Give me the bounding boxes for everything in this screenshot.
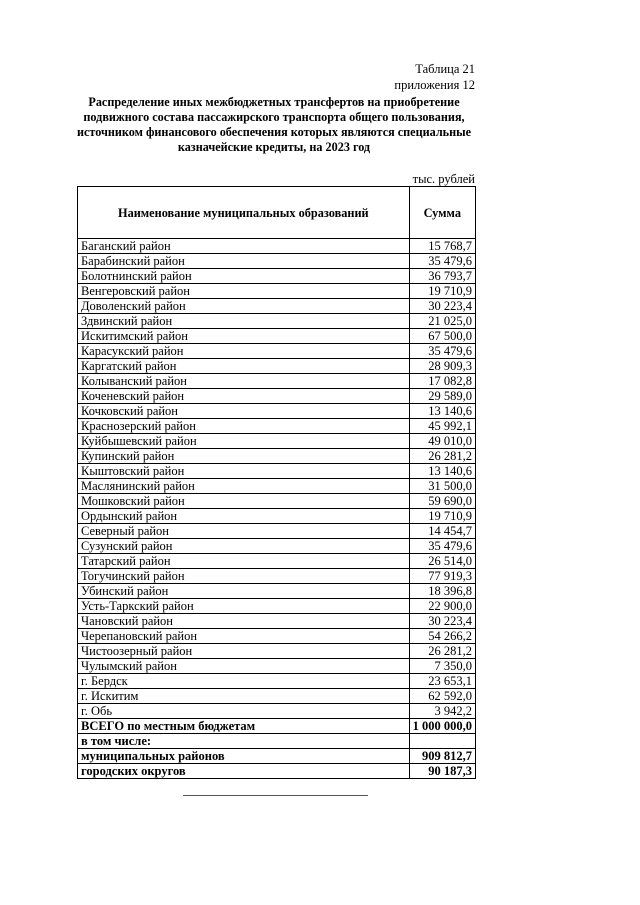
table-number-label: Таблица 21 — [415, 62, 475, 76]
cell-name: г. Обь — [78, 704, 410, 719]
column-header-amount: Сумма — [409, 187, 475, 239]
cell-name: ВСЕГО по местным бюджетам — [78, 719, 410, 734]
table-row — [78, 389, 476, 404]
cell-amount: 49 010,0 — [409, 434, 475, 449]
cell-amount: 14 454,7 — [409, 524, 475, 539]
cell-amount: 35 479,6 — [409, 539, 475, 554]
cell-name: Каргатский район — [78, 359, 410, 374]
cell-name: г. Искитим — [78, 689, 410, 704]
table-row — [78, 299, 476, 314]
cell-name: Барабинский район — [78, 254, 410, 269]
cell-amount: 26 281,2 — [409, 449, 475, 464]
cell-name: Северный район — [78, 524, 410, 539]
cell-amount: 62 592,0 — [409, 689, 475, 704]
cell-name: Татарский район — [78, 554, 410, 569]
cell-name: г. Бердск — [78, 674, 410, 689]
cell-name: Болотнинский район — [78, 269, 410, 284]
table-row — [78, 689, 476, 704]
cell-name: Сузунский район — [78, 539, 410, 554]
table-row — [78, 404, 476, 419]
cell-amount: 35 479,6 — [409, 344, 475, 359]
cell-amount: 28 909,3 — [409, 359, 475, 374]
table-row — [78, 674, 476, 689]
table-body — [78, 239, 476, 779]
table-row — [78, 284, 476, 299]
table-row — [78, 554, 476, 569]
table-header-row — [78, 187, 476, 239]
units-label: тыс. рублей — [412, 172, 475, 186]
cell-amount: 77 919,3 — [409, 569, 475, 584]
cell-amount: 31 500,0 — [409, 479, 475, 494]
footnote-divider — [183, 795, 368, 796]
cell-name: Маслянинский район — [78, 479, 410, 494]
transfers-table — [77, 186, 476, 779]
cell-amount: 13 140,6 — [409, 464, 475, 479]
cell-name: Мошковский район — [78, 494, 410, 509]
cell-amount: 15 768,7 — [409, 239, 475, 254]
column-header-name: Наименование муниципальных образований — [78, 187, 410, 239]
table-row — [78, 449, 476, 464]
table-row — [78, 749, 476, 764]
cell-amount: 59 690,0 — [409, 494, 475, 509]
cell-name: Доволенский район — [78, 299, 410, 314]
cell-name: Усть-Таркский район — [78, 599, 410, 614]
cell-name: Чановский район — [78, 614, 410, 629]
cell-name: Искитимский район — [78, 329, 410, 344]
table-row — [78, 719, 476, 734]
table-row — [78, 314, 476, 329]
table-row — [78, 629, 476, 644]
cell-amount: 67 500,0 — [409, 329, 475, 344]
cell-name: в том числе: — [78, 734, 410, 749]
cell-name: Тогучинский район — [78, 569, 410, 584]
cell-amount: 13 140,6 — [409, 404, 475, 419]
cell-amount: 26 281,2 — [409, 644, 475, 659]
cell-name: Коченевский район — [78, 389, 410, 404]
table-row — [78, 734, 476, 749]
cell-name: Убинский район — [78, 584, 410, 599]
cell-amount: 19 710,9 — [409, 284, 475, 299]
table-row — [78, 509, 476, 524]
table-row — [78, 599, 476, 614]
table-row — [78, 254, 476, 269]
table-row — [78, 704, 476, 719]
cell-amount: 35 479,6 — [409, 254, 475, 269]
cell-amount: 1 000 000,0 — [409, 719, 475, 734]
cell-name: Чулымский район — [78, 659, 410, 674]
cell-name: Черепановский район — [78, 629, 410, 644]
cell-name: Краснозерский район — [78, 419, 410, 434]
table-row — [78, 419, 476, 434]
cell-amount: 909 812,7 — [409, 749, 475, 764]
cell-amount: 21 025,0 — [409, 314, 475, 329]
table-row — [78, 374, 476, 389]
cell-amount: 45 992,1 — [409, 419, 475, 434]
cell-amount: 54 266,2 — [409, 629, 475, 644]
cell-name: городских округов — [78, 764, 410, 779]
cell-amount: 3 942,2 — [409, 704, 475, 719]
table-row — [78, 644, 476, 659]
cell-name: Куйбышевский район — [78, 434, 410, 449]
table-row — [78, 464, 476, 479]
cell-name: Кыштовский район — [78, 464, 410, 479]
cell-name: Кочковский район — [78, 404, 410, 419]
cell-amount: 18 396,8 — [409, 584, 475, 599]
cell-name: Карасукский район — [78, 344, 410, 359]
table-row — [78, 539, 476, 554]
cell-amount: 19 710,9 — [409, 509, 475, 524]
table-row — [78, 524, 476, 539]
cell-amount: 30 223,4 — [409, 614, 475, 629]
cell-name: Ордынский район — [78, 509, 410, 524]
cell-amount: 36 793,7 — [409, 269, 475, 284]
cell-amount: 23 653,1 — [409, 674, 475, 689]
cell-name: Купинский район — [78, 449, 410, 464]
cell-amount: 30 223,4 — [409, 299, 475, 314]
table-row — [78, 764, 476, 779]
cell-amount — [409, 734, 475, 749]
cell-amount: 90 187,3 — [409, 764, 475, 779]
table-row — [78, 584, 476, 599]
table-row — [78, 239, 476, 254]
table-row — [78, 329, 476, 344]
cell-amount: 7 350,0 — [409, 659, 475, 674]
table-row — [78, 659, 476, 674]
cell-name: Венгеровский район — [78, 284, 410, 299]
table-row — [78, 269, 476, 284]
document-title: Распределение иных межбюджетных трансфертов на приобретение подвижного состава пассажирского транспорта общего пользования, источником финансового обеспечения которых являются специальные казначейские кредиты, на 2023 год — [76, 95, 472, 154]
table-row — [78, 569, 476, 584]
appendix-label: приложения 12 — [394, 78, 475, 92]
cell-name: Чистоозерный район — [78, 644, 410, 659]
cell-amount: 22 900,0 — [409, 599, 475, 614]
cell-name: Здвинский район — [78, 314, 410, 329]
cell-name: муниципальных районов — [78, 749, 410, 764]
table-row — [78, 344, 476, 359]
cell-amount: 26 514,0 — [409, 554, 475, 569]
cell-amount: 17 082,8 — [409, 374, 475, 389]
cell-name: Колыванский район — [78, 374, 410, 389]
cell-amount: 29 589,0 — [409, 389, 475, 404]
table-row — [78, 614, 476, 629]
table-row — [78, 494, 476, 509]
table-row — [78, 434, 476, 449]
table-row — [78, 479, 476, 494]
cell-name: Баганский район — [78, 239, 410, 254]
table-row — [78, 359, 476, 374]
